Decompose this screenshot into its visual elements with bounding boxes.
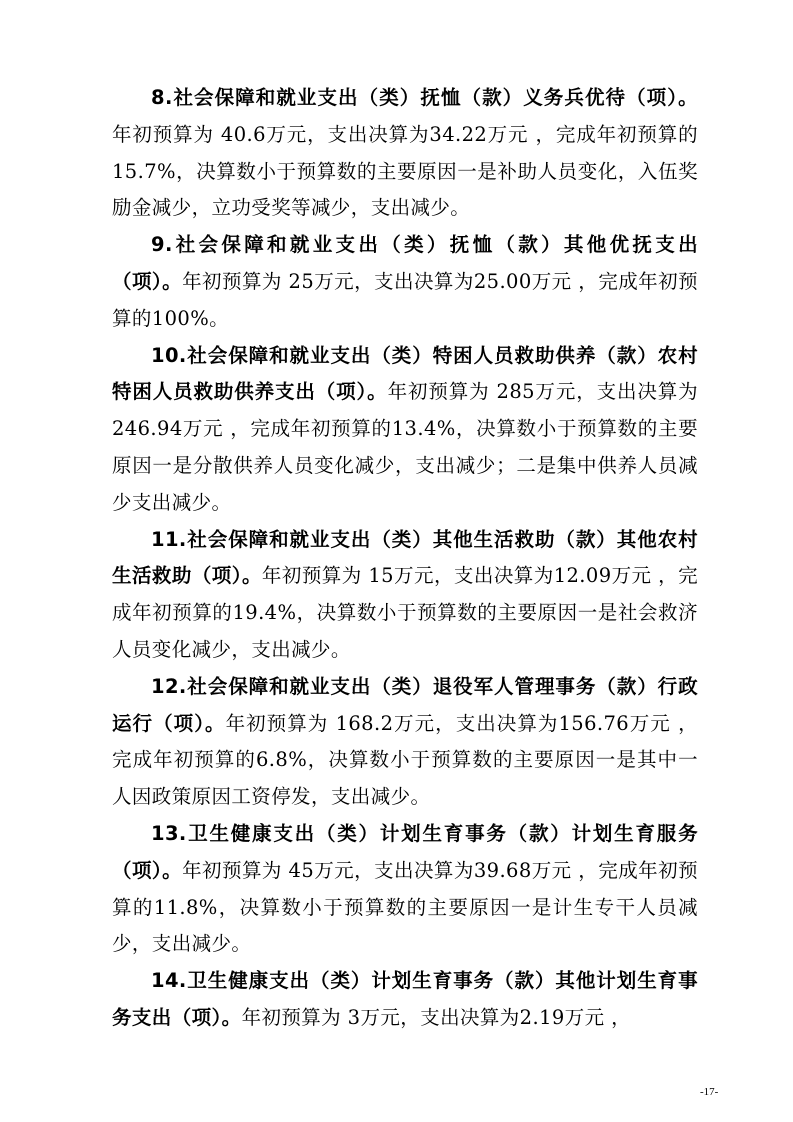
item-text: 年初预算为 3万元，支出决算为2.19万元 ， <box>241 1005 631 1029</box>
item-heading: 14.卫生健康支出（类）计划生育事务（款）其他计划生育事务支出（项）。 <box>112 969 698 1029</box>
item-heading: 8.社会保障和就业支出（类）抚恤（款）义务兵优待（项）。 <box>151 86 698 109</box>
item-heading: 13.卫生健康支出（类）计划生育事务（款）计划生育服务（项）。 <box>112 821 698 882</box>
item-heading: 12.社会保障和就业支出（类）退役军人管理事务（款）行政运行（项）。 <box>112 674 698 735</box>
paragraph-9 <box>112 227 698 337</box>
item-text: 年初预算为 40.6万元，支出决算为34.22万元 ，完成年初预算的15.7%，决算数小于预算数的主要原因一是补助人员变化，入伍奖励金减少，立功受奖等减少，支出减少。 <box>112 122 698 220</box>
paragraph-11 <box>112 522 698 669</box>
paragraph-10 <box>112 338 698 522</box>
paragraph-13 <box>112 816 698 963</box>
item-text: 年初预算为 25万元，支出决算为25.00万元 ，完成年初预算的100%。 <box>112 269 698 330</box>
paragraph-8 <box>112 80 698 227</box>
item-text: 年初预算为 45万元，支出决算为39.68万元 ，完成年初预算的11.8%，决算数小于预算数的主要原因一是计生专干人员减少，支出减少。 <box>112 858 698 956</box>
page-number: -17- <box>700 1086 719 1098</box>
paragraph-14 <box>112 963 698 1037</box>
item-heading: 11.社会保障和就业支出（类）其他生活救助（款）其他农村生活救助（项）。 <box>112 527 698 588</box>
item-text: 年初预算为 168.2万元，支出决算为156.76万元 ，完成年初预算的6.8%，决算数小于预算数的主要原因一是其中一人因政策原因工资停发，支出减少。 <box>112 711 698 809</box>
item-text: 年初预算为 15万元，支出决算为12.09万元 ，完成年初预算的19.4%，决算数小于预算数的主要原因一是社会救济人员变化减少，支出减少。 <box>112 564 699 661</box>
item-heading: 9.社会保障和就业支出（类）抚恤（款）其他优抚支出（项）。 <box>112 233 698 293</box>
item-heading: 10.社会保障和就业支出（类）特困人员救助供养（款）农村特困人员救助供养支出（项）。 <box>112 343 698 404</box>
item-text: 年初预算为 285万元，支出决算为246.94万元 ，完成年初预算的13.4%，决算数小于预算数的主要原因一是分散供养人员变化减少，支出减少；二是集中供养人员减少支出减少。 <box>112 380 698 514</box>
document-body <box>112 80 698 1037</box>
paragraph-12 <box>112 669 698 816</box>
